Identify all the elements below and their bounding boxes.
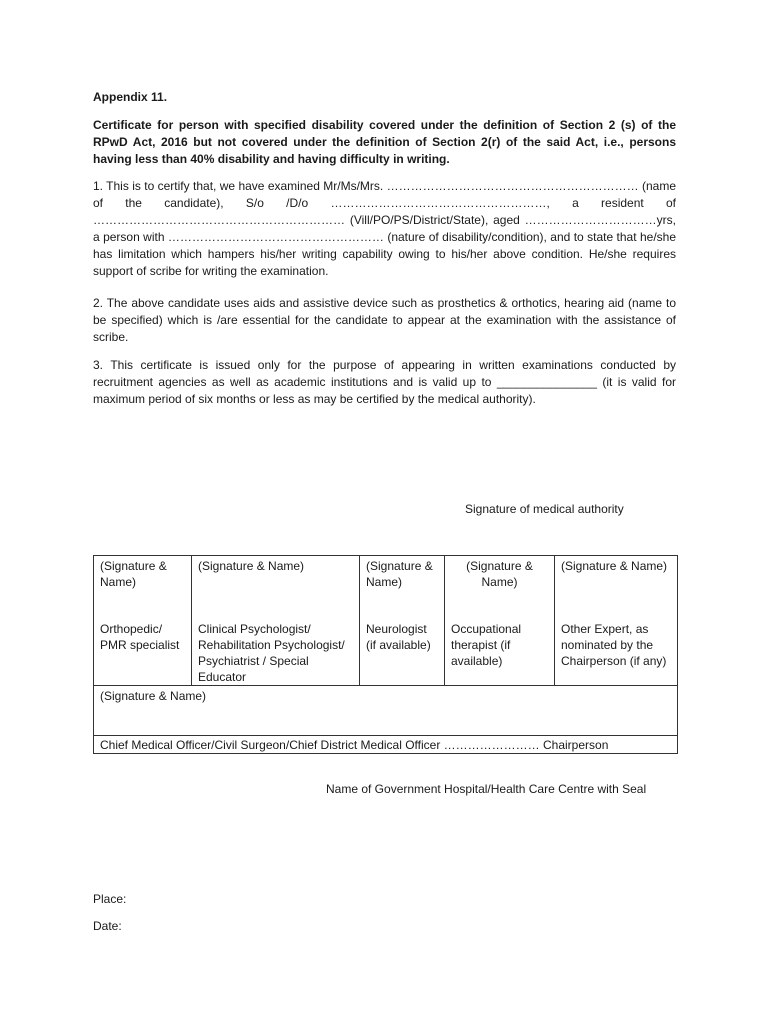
chairperson-cell: Chief Medical Officer/Civil Surgeon/Chief District Medical Officer …………………… Chairperson — [94, 736, 678, 754]
signature-cell: (Signature & Name) — [445, 556, 555, 620]
role-row — [94, 619, 678, 686]
place-label: Place: — [93, 892, 127, 906]
paragraph-3: 3. This certificate is issued only for the purpose of appearing in written examinations conducted by recruitment agencies as well as academic institutions and is valid up to _______________ (it is valid for maximum period of six months or less as may be certified by the medical authority). — [93, 358, 676, 406]
role-neurologist: Neurologist (if available) — [360, 619, 445, 686]
hospital-name-seal: Name of Government Hospital/Health Care Centre with Seal — [326, 782, 647, 796]
role-orthopedic: Orthopedic/ PMR specialist — [94, 619, 192, 686]
certificate-title: Certificate for person with specified disability covered under the definition of Section 2 (s) of the RPwD Act, 2016 but not covered under the definition of Section 2(r) of the said Act, i.e., persons having less than 40% disability and having difficulty in writing. — [93, 118, 676, 166]
signature-row — [94, 556, 678, 620]
appendix-heading: Appendix 11. — [93, 90, 168, 104]
chairperson-signature-row — [94, 686, 678, 736]
signature-cell: (Signature & Name) — [360, 556, 445, 620]
chairperson-row — [94, 736, 678, 754]
paragraph-1: 1. This is to certify that, we have examined Mr/Ms/Mrs. ……………………………………………………… (name of the candidate), S/o /D/o ………………………………………………, a resident of ……………………………………………………… (Vill/PO/PS/District/State), aged ……………………………yrs, a person with ……………………………………………… (nature of disability/condition), and to state that he/she has limitation which hampers his/her writing capability owing to his/her above condition. He/she requires support of scribe for writing the examination. — [93, 179, 676, 278]
role-other-expert: Other Expert, as nominated by the Chairperson (if any) — [555, 619, 678, 686]
signature-medical-authority: Signature of medical authority — [465, 502, 624, 516]
medical-board-table — [93, 555, 678, 754]
chairperson-signature-cell: (Signature & Name) — [94, 686, 678, 736]
signature-cell: (Signature & Name) — [94, 556, 192, 620]
date-label: Date: — [93, 919, 122, 933]
role-occupational-therapist: Occupational therapist (if available) — [445, 619, 555, 686]
signature-cell: (Signature & Name) — [555, 556, 678, 620]
paragraph-2: 2. The above candidate uses aids and assistive device such as prosthetics & orthotics, hearing aid (name to be specified) which is /are essential for the candidate to appear at the examination with the assistance of scribe. — [93, 296, 676, 344]
signature-cell: (Signature & Name) — [192, 556, 360, 620]
role-psychologist: Clinical Psychologist/ Rehabilitation Psychologist/ Psychiatrist / Special Educator — [192, 619, 360, 686]
